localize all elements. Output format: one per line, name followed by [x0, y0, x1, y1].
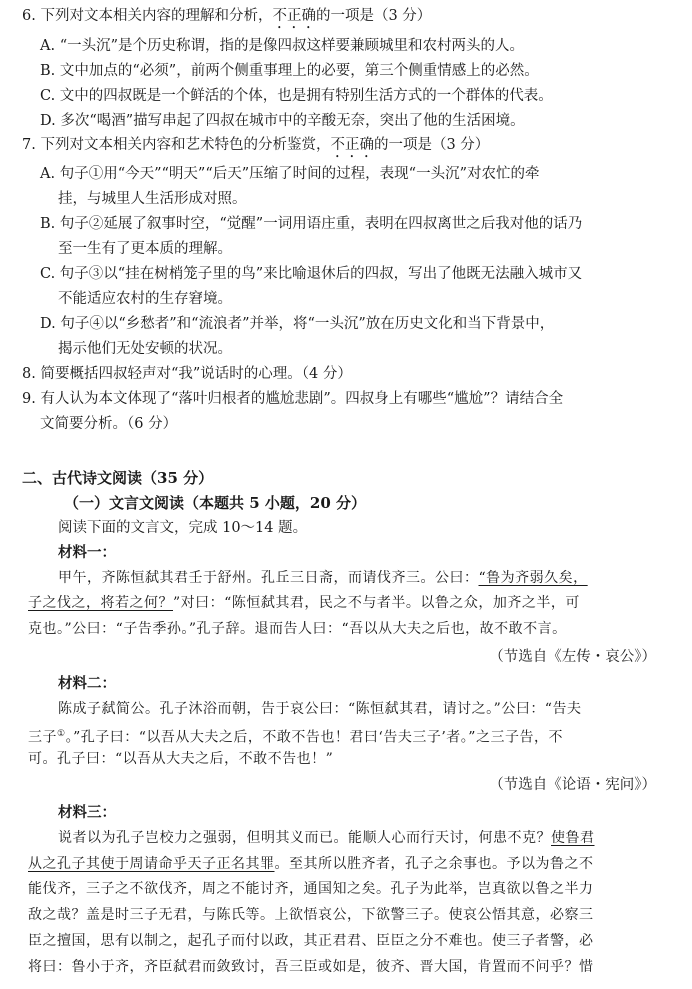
material-2-line3: 可。孔子曰：“以吾从大夫之后，不敢不告也！”	[28, 751, 334, 767]
material-1-source: （节选自《左传・哀公》）	[489, 649, 656, 665]
q7-option-d-line2: 揭示他们无处安顿的状况。	[58, 341, 232, 357]
material-3-underlined-cont: 从之孔子其使于周请命乎天子正名其罪	[28, 856, 275, 872]
material-1-text-cont: ”对曰：“陈恒弑其君，民之不与者半。以鲁之众，加齐之半，可	[173, 595, 580, 611]
q7-emphasis: 不正确	[330, 137, 374, 153]
q7-option-a-line1: A. 句子①用“今天”“明天”“后天”压缩了时间的过程，表现“一头沉”对农忙的牵	[40, 166, 540, 182]
material-2-source: （节选自《论语・宪问》）	[489, 777, 656, 793]
material-2-line1: 陈成子弑简公。孔子沐浴而朝，告于哀公曰：“陈恒弑其君，请讨之。”公曰：“告夫	[58, 701, 582, 717]
material-1-line1	[0, 566, 692, 590]
q6-option-c: C. 文中的四叔既是一个鲜活的个体，也是拥有特别生活方式的一个群体的代表。	[40, 88, 553, 104]
section-title: 二、古代诗文阅读（35 分）	[22, 469, 214, 487]
material-3-line2	[0, 852, 692, 876]
material-3-line3: 能伐齐，三子之不欲伐齐，周之不能讨齐，通国知之矣。孔子为此举，岂真欲以鲁之半力	[28, 881, 594, 897]
material-2-text-cont: 。”孔子曰：“以吾从大夫之后，不敢不告也！君曰‘告夫三子’者。”之三子告，不	[65, 729, 563, 746]
material-1-underlined: “鲁为齐弱久矣，	[478, 570, 588, 586]
material-1-line3: 克也。”公曰：“子告季孙。”孔子辞。退而告人曰：“吾以从大夫之后也，故不敢不言。	[28, 621, 567, 637]
footnote-marker: ①	[57, 729, 66, 739]
material-3-line5: 臣之擅国，思有以制之，起孔子而付以政，其正君君、臣臣之分不难也。使三子者警，必	[28, 933, 594, 949]
q8-stem: 8. 简要概括四叔轻声对“我”说话时的心理。（4 分）	[22, 366, 352, 382]
material-2-text: 三子	[28, 729, 57, 746]
material-3-underlined: 使鲁君	[551, 830, 595, 846]
material-1-text: 甲午，齐陈恒弑其君壬于舒州。孔丘三日斋，而请伐齐三。公曰：	[58, 570, 479, 586]
q7-stem-text: 7. 下列对文本相关内容和艺术特色的分析鉴赏，	[22, 137, 331, 153]
q7-stem	[0, 133, 692, 161]
material-1-line2	[0, 591, 692, 615]
material-1-underlined-cont: 子之伐之，将若之何？	[28, 595, 173, 611]
q7-option-d-line1: D. 句子④以“乡愁者”和“流浪者”并举，将“一头沉”放在历史文化和当下背景中，	[40, 316, 555, 332]
reading-instruction: 阅读下面的文言文，完成 10～14 题。	[58, 520, 308, 536]
material-1-label: 材料一：	[58, 544, 116, 561]
material-3-label: 材料三：	[58, 804, 116, 821]
material-3-line4: 敌之哉？盖是时三子无君，与陈氏等。上欲悟哀公，下欲警三子。使哀公悟其意，必察三	[28, 907, 594, 923]
q7-option-a-line2: 挂，与城里人生活形成对照。	[58, 191, 247, 207]
q6-option-b: B. 文中加点的“必须”，前两个侧重事理上的必要，第三个侧重情感上的必然。	[40, 63, 539, 79]
q7-stem-score: 的一项是（3 分）	[373, 137, 490, 153]
material-3-text-cont: 。至其所以胜齐者，孔子之余事也。予以为鲁之不	[274, 856, 594, 872]
material-2-label: 材料二：	[58, 675, 116, 692]
material-3-line6: 将曰：鲁小于齐，齐臣弑君而敛致讨，吾三臣或如是，彼齐、晋大国，肯置而不问乎？惜	[28, 959, 594, 975]
q6-option-a: A. “一头沉”是个历史称谓，指的是像四叔这样要兼顾城里和农村两头的人。	[40, 38, 525, 54]
material-3-line1	[0, 826, 692, 850]
q7-option-b-line1: B. 句子②延展了叙事时空，“觉醒”一词用语庄重，表明在四叔离世之后我对他的话乃	[40, 216, 583, 232]
q9-stem-line2: 文简要分析。（6 分）	[40, 416, 178, 432]
q6-emphasis: 不正确	[272, 8, 316, 24]
q7-option-c-line1: C. 句子③以“挂在树梢笼子里的鸟”来比喻退休后的四叔，写出了他既无法融入城市又	[40, 266, 583, 282]
q7-option-c-line2: 不能适应农村的生存窘境。	[58, 291, 232, 307]
q6-stem-text: 6. 下列对文本相关内容的理解和分析，	[22, 8, 273, 24]
q6-stem	[0, 4, 692, 32]
material-2-line2	[0, 722, 692, 750]
q6-stem-score: 的一项是（3 分）	[315, 8, 432, 24]
q6-option-d: D. 多次“喝酒”描写串起了四叔在城市中的辛酸无奈，突出了他的生活困境。	[40, 113, 525, 129]
material-3-text: 说者以为孔子岂校力之强弱，但明其义而已。能顺人心而行天讨，何患不克？	[58, 830, 551, 846]
subsection-title: （一）文言文阅读（本题共 5 小题，20 分）	[64, 494, 366, 512]
q7-option-b-line2: 至一生有了更本质的理解。	[58, 241, 232, 257]
q9-stem-line1: 9. 有人认为本文体现了“落叶归根者的尴尬悲剧”。四叔身上有哪些“尴尬”？请结合全	[22, 391, 564, 407]
